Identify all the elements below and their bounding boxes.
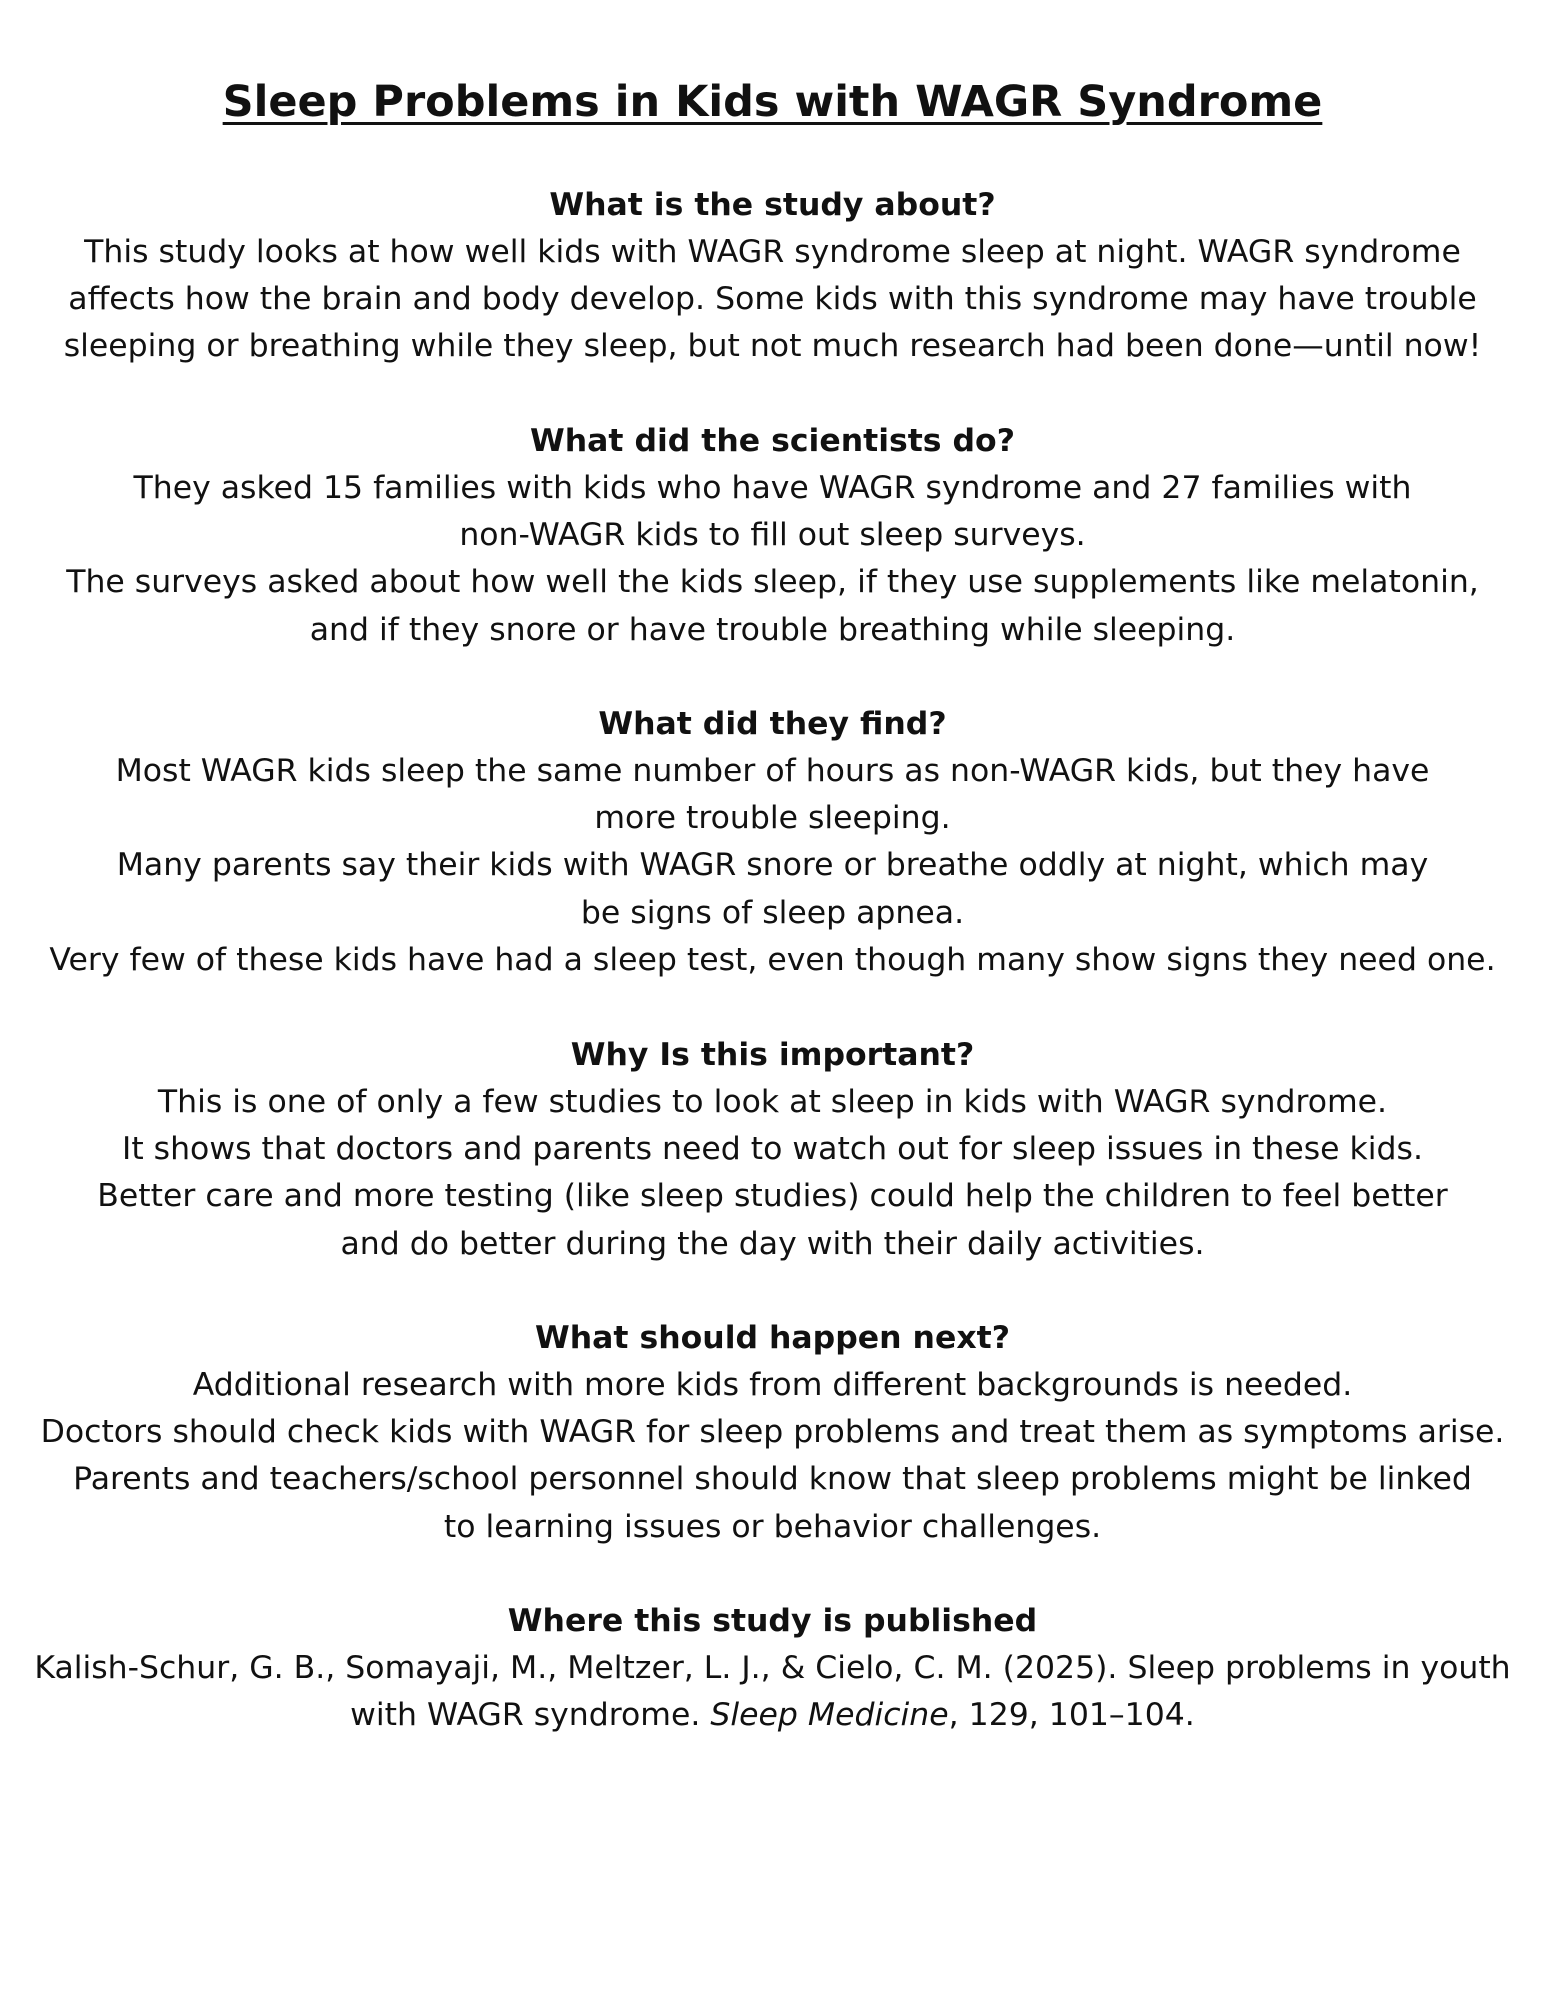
paragraph-line: affects how the brain and body develop. Some kids with this syndrome may have trouble (68, 281, 1477, 318)
section-scientists-do (0, 418, 1545, 654)
citation-line-2 (0, 1692, 1545, 1739)
paragraph-line: and do better during the day with their daily activities. (340, 1225, 1205, 1262)
section-findings (0, 701, 1545, 984)
paragraph-line: Doctors should check kids with WAGR for sleep problems and treat them as symptoms arise. (40, 1414, 1505, 1451)
paragraph-line: Additional research with more kids from different backgrounds is needed. (192, 1367, 1353, 1403)
paragraph-line: The surveys asked about how well the kids sleep, if they use supplements like melatonin, (66, 564, 1479, 601)
section-study-about (0, 182, 1545, 371)
section-heading: What should happen next? (535, 1320, 1010, 1356)
paragraph-line: It shows that doctors and parents need to watch out for sleep issues in these kids. (122, 1131, 1423, 1168)
paragraph-line: and if they snore or have trouble breathing while sleeping. (309, 611, 1236, 648)
section-publication (0, 1598, 1545, 1739)
paragraph-line: This is one of only a few studies to look at sleep in kids with WAGR syndrome. (157, 1084, 1388, 1120)
paragraph-line: Many parents say their kids with WAGR snore or breathe oddly at night, which may (116, 847, 1429, 884)
citation-suffix: , 129, 101–104. (948, 1697, 1195, 1734)
journal-name: Sleep Medicine (710, 1697, 949, 1734)
paragraph-line: non-WAGR kids to fill out sleep surveys. (459, 517, 1086, 554)
section-importance (0, 1032, 1545, 1268)
paragraph-line: This study looks at how well kids with WAGR syndrome sleep at night. WAGR syndrome (84, 234, 1461, 270)
section-heading: Why Is this important? (570, 1037, 975, 1073)
citation-line-1: Kalish-Schur, G. B., Somayaji, M., Meltzer, L. J., & Cielo, C. M. (2025). Sleep problems in youth (34, 1650, 1511, 1686)
section-heading: What is the study about? (549, 187, 996, 223)
paragraph-line: sleeping or breathing while they sleep, but not much research had been done—until now! (63, 328, 1482, 365)
paragraph-line: to learning issues or behavior challenges. (443, 1508, 1102, 1545)
paragraph-line: They asked 15 families with kids who have WAGR syndrome and 27 families with (133, 470, 1412, 506)
page-title: Sleep Problems in Kids with WAGR Syndrome (222, 77, 1323, 127)
citation-prefix: with WAGR syndrome. (350, 1697, 711, 1734)
section-heading: What did the scientists do? (530, 423, 1015, 459)
section-heading: What did they find? (598, 706, 947, 742)
paragraph-line: Better care and more testing (like sleep studies) could help the children to feel better (97, 1178, 1448, 1215)
paragraph-line: Parents and teachers/school personnel should know that sleep problems might be linked (73, 1461, 1472, 1498)
paragraph-line: more trouble sleeping. (594, 800, 951, 837)
paragraph-line: be signs of sleep apnea. (580, 894, 965, 931)
paragraph-line: Very few of these kids have had a sleep test, even though many show signs they need one. (49, 941, 1496, 978)
paragraph-line: Most WAGR kids sleep the same number of hours as non-WAGR kids, but they have (115, 753, 1430, 789)
section-next-steps (0, 1315, 1545, 1551)
section-heading: Where this study is published (507, 1603, 1038, 1639)
